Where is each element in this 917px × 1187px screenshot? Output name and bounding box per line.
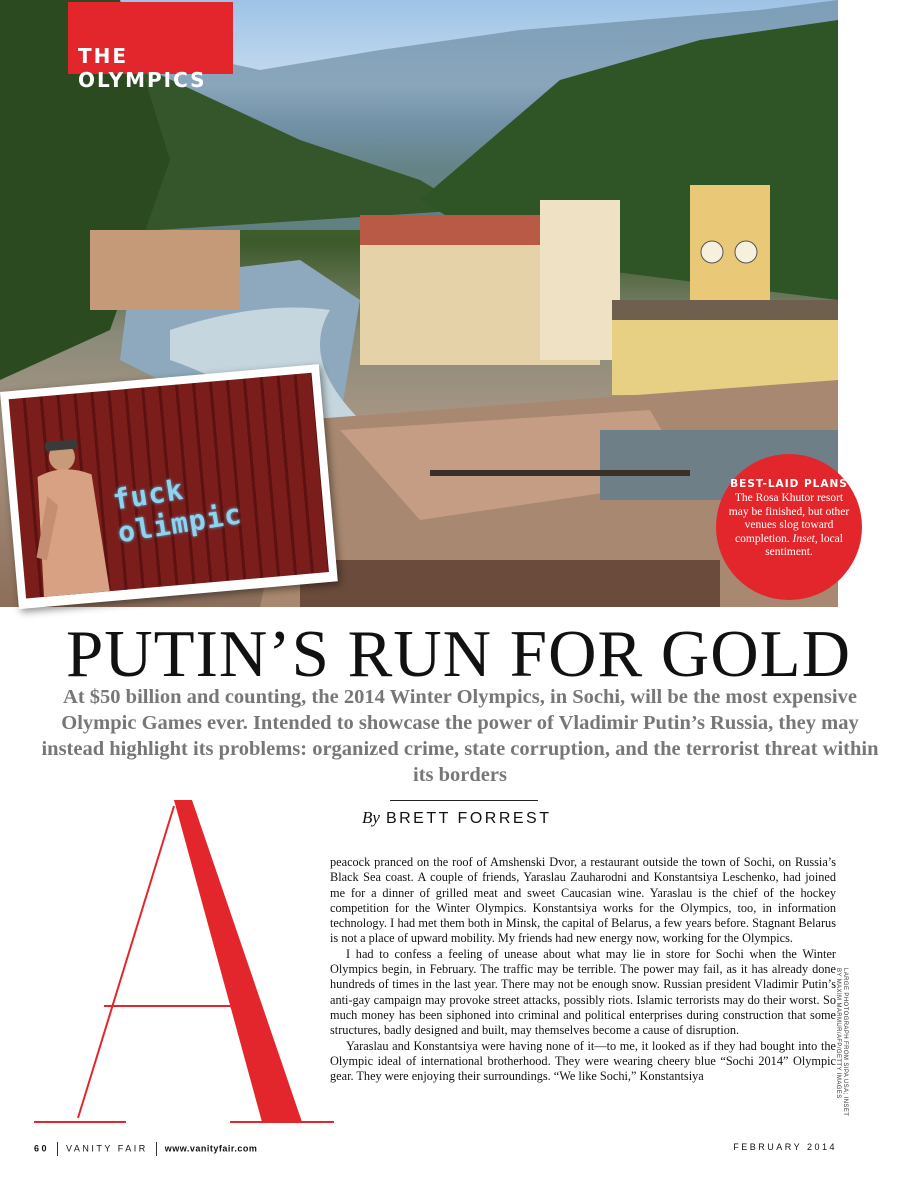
issue-date: FEBRUARY 2014 — [733, 1142, 837, 1152]
photo-credit: LARGE PHOTOGRAPH FROM SIPA USA; INSET BY MAXIM MARMUR/AFP/GETTY IMAGES — [835, 968, 848, 1117]
magazine-url: www.vanityfair.com — [164, 1143, 258, 1154]
byline-by: By — [362, 808, 380, 827]
body-paragraph: Yaraslau and Konstantsiya were having none of it—to me, it looked as if they had bought into the Olympic ideal of international brotherhood. They were wearing cheery blue “Sochi 2014” Olympic gear. They were enjoying their surroundings. “We like Sochi,” Konstantsiya — [330, 1038, 836, 1084]
body-paragraph: I had to confess a feeling of unease about what may lie in store for Sochi when the Winter Olympics begin, in February. The traffic may be terrible. The power may fail, as it has already done hundreds of times in the last year. There may not be enough snow. Russian president Vladimir Putin’s anti-gay campaign may provoke street attacks, possibly riots. Islamic terrorists may do their worst. So much money has been siphoned into criminal and political enterprises during construction that some structures, badly designed and built, may themselves become a cause of disruption. — [330, 946, 836, 1038]
graffiti-wall-photo — [9, 373, 329, 599]
magazine-name: VANITY FAIR — [66, 1143, 148, 1154]
inset-photo — [0, 364, 338, 609]
caption-inset-word: Inset, — [792, 532, 818, 545]
caption-title: BEST-LAID PLANS — [730, 478, 848, 490]
byline — [362, 808, 551, 828]
footer-divider — [156, 1142, 157, 1156]
article-deck: At $50 billion and counting, the 2014 Winter Olympics, in Sochi, will be the most expensive Olympic Games ever. Intended to showcase the power of Vladimir Putin’s Russia, they may instead highlight its problems: organized crime, state corruption, and the terrorist threat within its borders — [41, 686, 879, 786]
author-name: BRETT FORREST — [385, 810, 552, 827]
photo-caption — [716, 454, 862, 600]
caption-inset-rest: local sentiment. — [765, 532, 843, 558]
page-number: 60 — [34, 1143, 50, 1154]
body-paragraph: peacock pranced on the roof of Amshenski Dvor, a restaurant outside the town of Sochi, on Russia’s Black Sea coast. A couple of friends, Yaraslau Zauharodni and Konstantsiya Leschenko, had joined me for a dinner of grilled meat and sweet Caucasian wine. Yaraslau is the chief of the hockey competition for the Winter Olympics. Konstantsiya works for the Olympics, too, in information technology. I had met them both in Minsk, the capital of Belarus, a few years before. Stagnant Belarus is not a place of upward mobility. My friends had new energy now, working for the Olympics. — [330, 855, 836, 946]
caption-body — [726, 492, 852, 560]
footer-divider — [57, 1142, 58, 1156]
caption-text: The Rosa Khutor resort may be finished, but other venues slog toward completion. — [728, 492, 850, 545]
article-body — [330, 855, 836, 1084]
footer-left — [34, 1142, 257, 1156]
byline-rule — [390, 800, 538, 801]
graffiti-text: fuck olimpic — [110, 472, 245, 550]
section-tag-label: THE OLYMPICS — [78, 44, 207, 92]
drop-cap-letter — [34, 800, 334, 1130]
article-headline: PUTIN’S RUN FOR GOLD — [66, 617, 851, 691]
section-tag — [68, 2, 233, 92]
